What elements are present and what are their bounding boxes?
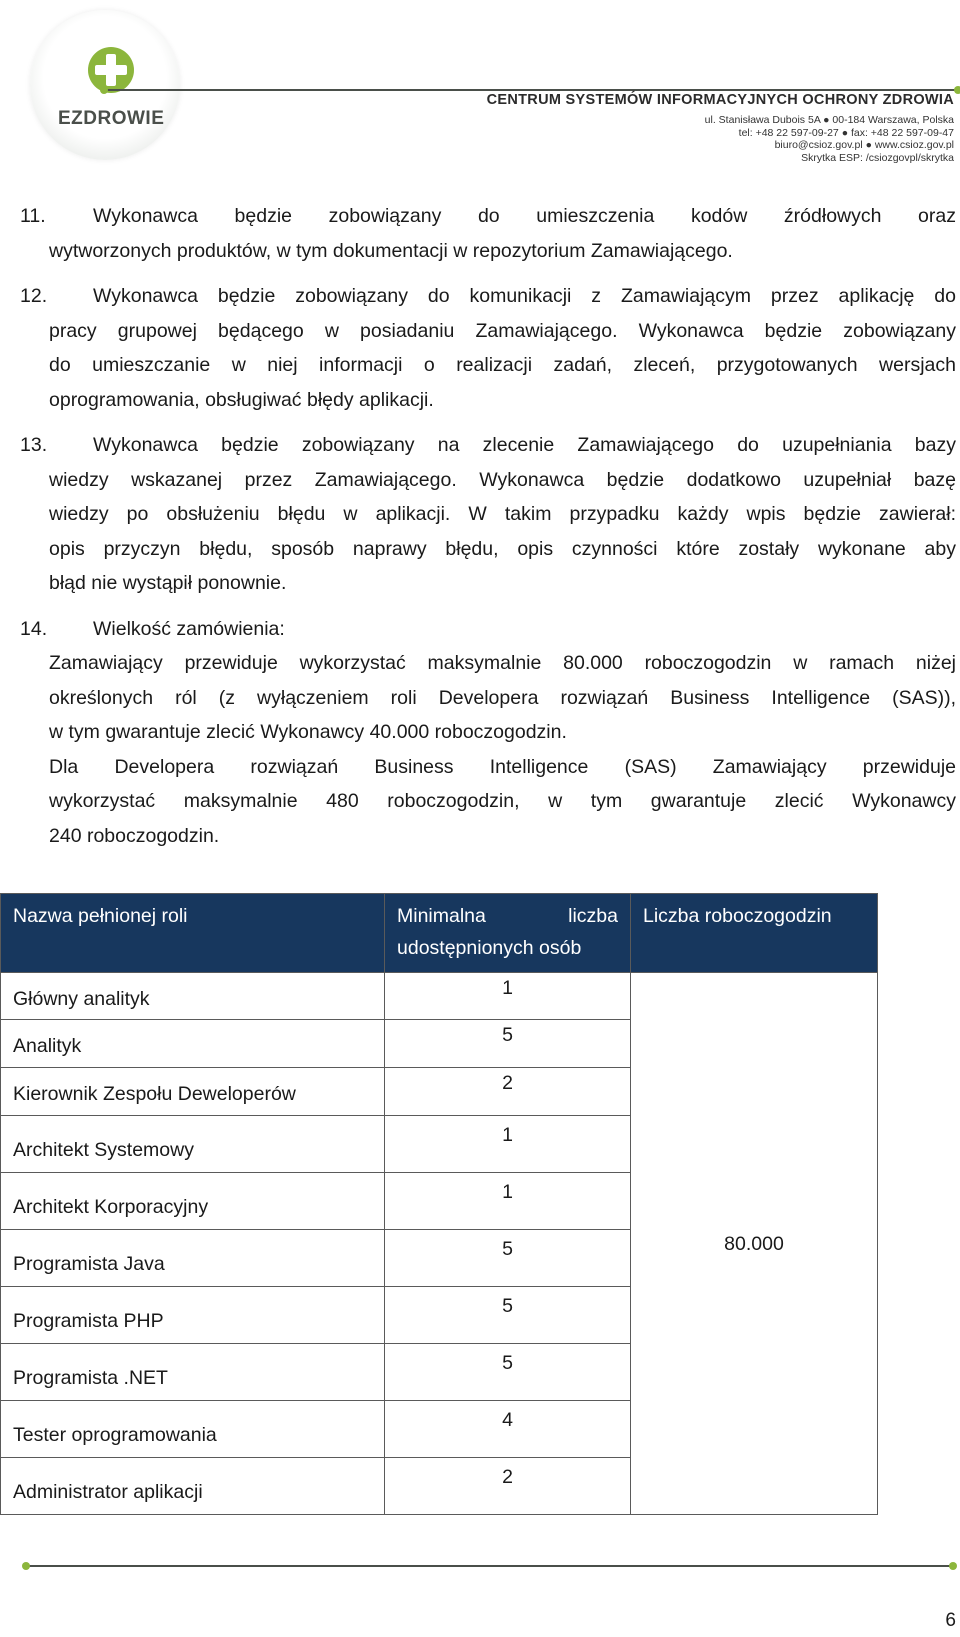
role-cell: Architekt Korporacyjny bbox=[1, 1173, 385, 1230]
logo-wordmark: EZDROWIE bbox=[58, 108, 165, 129]
column-header-role: Nazwa pełnionej roli bbox=[1, 894, 385, 973]
footer-divider bbox=[22, 1562, 957, 1570]
column-header-min-people: Minimalna liczba udostępnionych osób bbox=[385, 894, 631, 973]
order-size-heading: Wielkość zamówienia: bbox=[93, 617, 285, 640]
count-cell: 4 bbox=[385, 1401, 631, 1458]
total-hours-cell: 80.000 bbox=[631, 973, 878, 1515]
count-cell: 5 bbox=[385, 1230, 631, 1287]
contact-phone: tel: +48 22 597-09-27 ● fax: +48 22 597-09-47 bbox=[738, 126, 954, 139]
letterhead bbox=[0, 0, 960, 175]
count-cell: 1 bbox=[385, 1173, 631, 1230]
role-cell: Analityk bbox=[1, 1020, 385, 1068]
roles-table bbox=[0, 893, 878, 1515]
role-cell: Administrator aplikacji bbox=[1, 1458, 385, 1515]
paragraph-12: 12. Wykonawca będzie zobowiązany do komunikacji z Zamawiającym przez aplikację do pracy grupowej będącego w posiadaniu Zamawiającego. Wykonawca będzie zobowiązany do umieszczanie w niej informacji o realizacji zadań, zleceń, przygotowanych wersjach oprogramowania, obsługiwać błędy aplikacji. bbox=[20, 279, 956, 417]
organization-contact bbox=[705, 114, 954, 164]
contact-address: ul. Stanisława Dubois 5A ● 00-184 Warszawa, Polska bbox=[704, 114, 954, 126]
contact-esp: Skrytka ESP: /csiozgovpl/skrytka bbox=[801, 151, 954, 164]
role-cell: Programista .NET bbox=[1, 1344, 385, 1401]
count-cell: 2 bbox=[385, 1458, 631, 1515]
paragraph-13: 13. Wykonawca będzie zobowiązany na zlecenie Zamawiającego do uzupełniania bazy wiedzy wskazanej przez Zamawiającego. Wykonawca będzie dodatkowo uzupełniał bazę wiedzy po obsłużeniu błędu w aplikacji. W takim przypadku każdy wpis będzie zawierał: opis przyczyn błędu, sposób naprawy błędu, opis czynności które zostały wykonane aby błąd nie wystąpił ponownie. bbox=[20, 428, 956, 601]
organization-name: CENTRUM SYSTEMÓW INFORMACYJNYCH OCHRONY ZDROWIA bbox=[486, 92, 954, 108]
page-number: 6 bbox=[945, 1610, 956, 1631]
role-cell: Programista PHP bbox=[1, 1287, 385, 1344]
paragraph-number: 13. bbox=[20, 434, 48, 456]
table-header-row bbox=[1, 894, 878, 973]
table-row bbox=[1, 973, 878, 1020]
count-cell: 2 bbox=[385, 1068, 631, 1116]
count-cell: 1 bbox=[385, 973, 631, 1020]
count-cell: 5 bbox=[385, 1287, 631, 1344]
role-cell: Tester oprogramowania bbox=[1, 1401, 385, 1458]
column-header-hours: Liczba roboczogodzin bbox=[631, 894, 878, 973]
paragraph-number: 14. bbox=[20, 617, 48, 640]
count-cell: 5 bbox=[385, 1020, 631, 1068]
paragraph-number: 11. bbox=[20, 205, 46, 227]
count-cell: 1 bbox=[385, 1116, 631, 1173]
role-cell: Programista Java bbox=[1, 1230, 385, 1287]
document-body bbox=[20, 199, 956, 864]
role-cell: Kierownik Zespołu Deweloperów bbox=[1, 1068, 385, 1116]
role-cell: Architekt Systemowy bbox=[1, 1116, 385, 1173]
paragraph-11: 11. Wykonawca będzie zobowiązany do umieszczenia kodów źródłowych oraz wytworzonych produktów, w tym dokumentacji w repozytorium Zamawiającego. bbox=[20, 199, 956, 268]
count-cell: 5 bbox=[385, 1344, 631, 1401]
paragraph-number: 12. bbox=[20, 285, 48, 307]
paragraph-14: 14. Wielkość zamówienia: Zamawiający przewiduje wykorzystać maksymalnie 80.000 roboczogodzin w ramach niżej określonych ról (z wyłączeniem roli Developera rozwiązań Business Intelligence (SAS)), w tym gwarantuje zlecić Wykonawcy 40.000 roboczogodzin. Dla Developera rozwiązań Business Intelligence (SAS) Zamawiający przewiduje wykorzystać maksymalnie 480 roboczogodzin, w tym gwarantuje zlecić Wykonawcy 240 roboczogodzin. bbox=[20, 612, 956, 854]
contact-email-web: biuro@csioz.gov.pl ● www.csioz.gov.pl bbox=[774, 139, 954, 151]
role-cell: Główny analityk bbox=[1, 973, 385, 1020]
